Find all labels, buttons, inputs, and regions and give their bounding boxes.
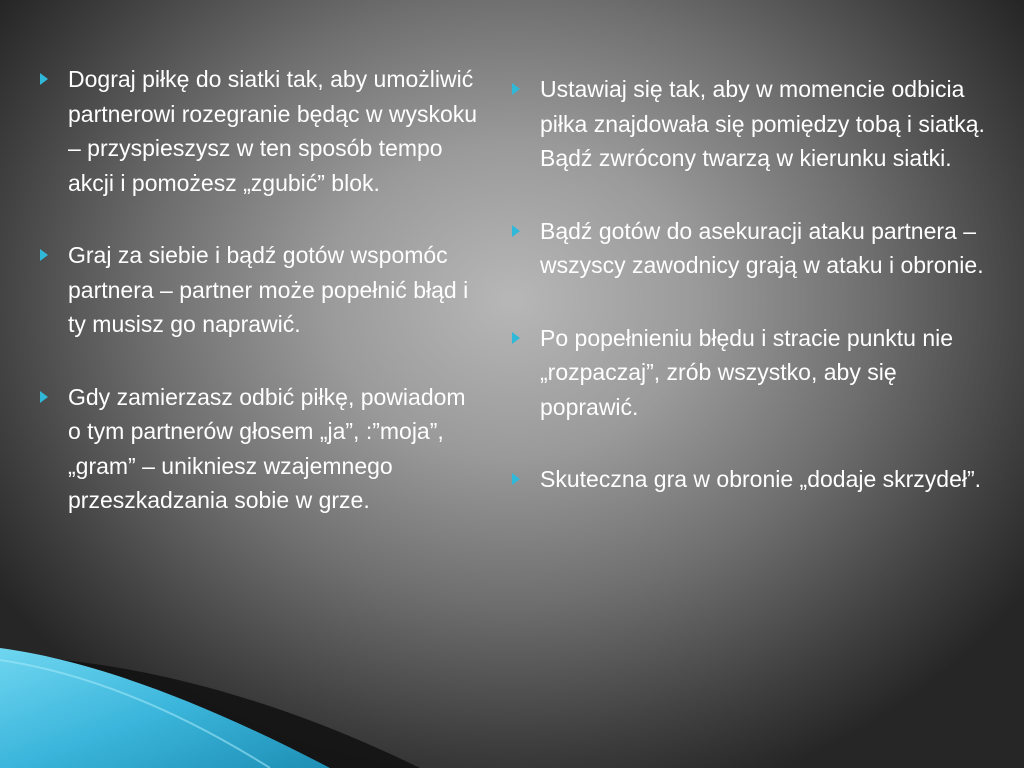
triangle-bullet-icon xyxy=(512,332,520,344)
bullet-item xyxy=(38,62,478,200)
blue-wave-band xyxy=(0,648,330,768)
right-column xyxy=(510,72,990,535)
bullet-text: Gdy zamierzasz odbić piłkę, powiadom o tym partnerów głosem „ja”, :”moja”, „gram” – unikniesz wzajemnego przeszkadzania sobie w grze. xyxy=(68,383,466,513)
bullet-text: Skuteczna gra w obronie „dodaje skrzydeł”. xyxy=(540,466,982,492)
bullet-text: Po popełnieniu błędu i stracie punktu nie „rozpaczaj”, zrób wszystko, aby się poprawić. xyxy=(540,324,954,420)
light-wave-line xyxy=(0,660,270,768)
bullet-item xyxy=(510,214,990,283)
bullet-text: Dograj piłkę do siatki tak, aby umożliwić partnerowi rozegranie będąc w wyskoku – przyspieszysz w ten sposób tempo akcji i pomożesz „zgubić” blok. xyxy=(68,66,478,196)
triangle-bullet-icon xyxy=(512,225,520,237)
triangle-bullet-icon xyxy=(512,83,520,95)
left-column xyxy=(38,62,478,556)
triangle-bullet-icon xyxy=(40,249,48,261)
bullet-text: Graj za siebie i bądź gotów wspomóc partnera – partner może popełnić błąd i ty musisz go naprawić. xyxy=(68,242,469,337)
bullet-item xyxy=(510,321,990,425)
bullet-item xyxy=(38,380,478,518)
bullet-item xyxy=(510,72,990,176)
triangle-bullet-icon xyxy=(40,391,48,403)
bullet-text: Ustawiaj się tak, aby w momencie odbicia piłka znajdowała się pomiędzy tobą i siatką. Bądź zwrócony twarzą w kierunku siatki. xyxy=(540,76,985,171)
bullet-item xyxy=(510,462,990,497)
triangle-bullet-icon xyxy=(40,73,48,85)
dark-wave-band xyxy=(0,655,420,768)
bullet-text: Bądź gotów do asekuracji ataku partnera – wszyscy zawodnicy grają w ataku i obronie. xyxy=(540,217,984,278)
triangle-bullet-icon xyxy=(512,473,520,485)
bullet-item xyxy=(38,238,478,342)
